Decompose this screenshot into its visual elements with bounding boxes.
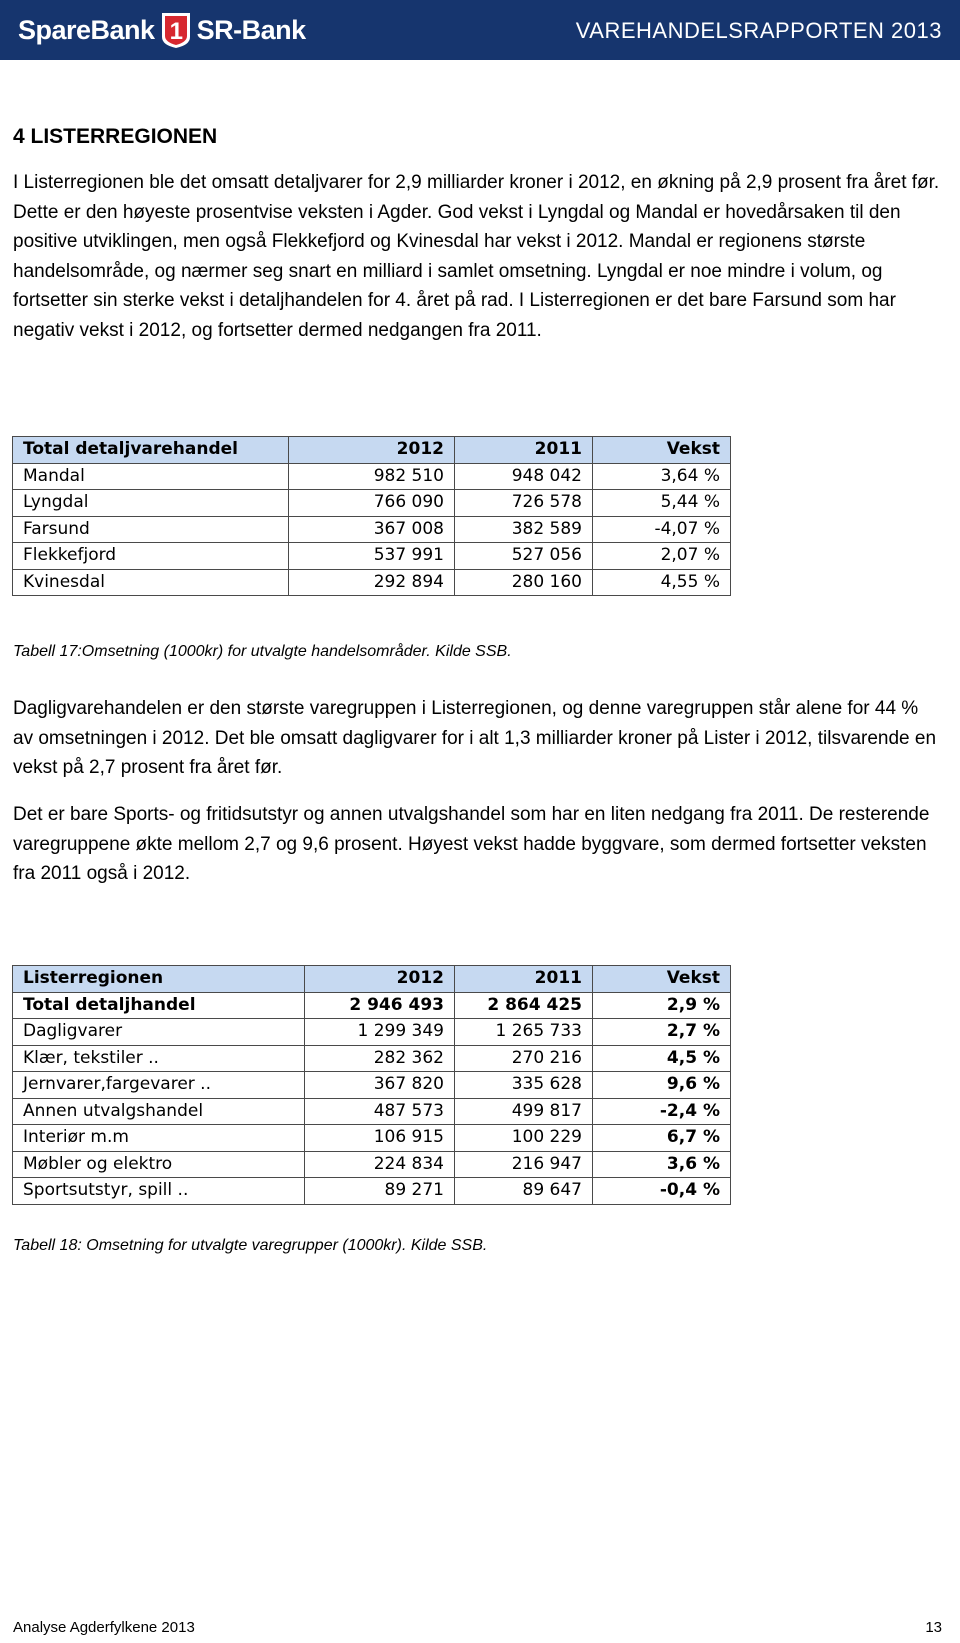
table-cell: 499 817 bbox=[455, 1098, 593, 1125]
table-cell: 487 573 bbox=[305, 1098, 455, 1125]
table-header-cell: Vekst bbox=[593, 966, 731, 993]
table-row bbox=[13, 1072, 731, 1099]
table-cell: 4,5 % bbox=[593, 1045, 731, 1072]
table-cell: 948 042 bbox=[455, 463, 593, 490]
table-cell: Dagligvarer bbox=[13, 1019, 305, 1046]
logo-text-right: SR-Bank bbox=[196, 14, 306, 45]
table-cell: Annen utvalgshandel bbox=[13, 1098, 305, 1125]
table-row bbox=[13, 1098, 731, 1125]
table-cell: 2,9 % bbox=[593, 992, 731, 1019]
table-cell: 2 946 493 bbox=[305, 992, 455, 1019]
table-caption: Tabell 18: Omsetning for utvalgte varegrupper (1000kr). Kilde SSB. bbox=[13, 1237, 488, 1254]
table-row bbox=[13, 1178, 731, 1205]
table-cell: 224 834 bbox=[305, 1151, 455, 1178]
table-row bbox=[13, 1019, 731, 1046]
intro-paragraph: I Listerregionen ble det omsatt detaljvarer for 2,9 milliarder kroner i 2012, en økning på 2,9 prosent fra året før. Dette er den høyeste prosentvise veksten i Agder. God vekst i Lyngdal og Mandal er hovedårsaken til den positive utviklingen, men også Flekkefjord og Kvinesdal har vekst i 2012. Mandal er regionens største handelsområde, og nærmer seg snart en milliard i samlet omsetning. Lyngdal er noe mindre i volum, og fortsetter sin sterke vekst i detaljhandelen for 4. året på rad. I Listerregionen er det bare Farsund som har negativ vekst i 2012, og fortsetter dermed nedgangen fra 2011. bbox=[13, 172, 940, 341]
logo-text-left: SpareBank bbox=[18, 14, 155, 45]
table-cell: 282 362 bbox=[305, 1045, 455, 1072]
table-header-cell: 2012 bbox=[305, 966, 455, 993]
table-cell: 89 271 bbox=[305, 1178, 455, 1205]
table-cell: -0,4 % bbox=[593, 1178, 731, 1205]
table-cell: 3,64 % bbox=[593, 463, 731, 490]
table-cell: 537 991 bbox=[289, 543, 455, 570]
table-cell: Mandal bbox=[13, 463, 289, 490]
table-header-cell: Total detaljvarehandel bbox=[13, 437, 289, 464]
table-cell: 982 510 bbox=[289, 463, 455, 490]
table-row bbox=[13, 1045, 731, 1072]
table-header-cell: 2011 bbox=[455, 437, 593, 464]
table-cell: 766 090 bbox=[289, 490, 455, 517]
report-title: VAREHANDELSRAPPORTEN 2013 bbox=[575, 18, 942, 43]
table-cell: Møbler og elektro bbox=[13, 1151, 305, 1178]
table-cell: 1 265 733 bbox=[455, 1019, 593, 1046]
table-cell: Klær, tekstiler .. bbox=[13, 1045, 305, 1072]
table-cell: 2,07 % bbox=[593, 543, 731, 570]
table-header-row bbox=[13, 966, 731, 993]
table-cell: Kvinesdal bbox=[13, 569, 289, 596]
table-row-total bbox=[13, 992, 731, 1019]
table-row bbox=[13, 490, 731, 517]
table-cell: Sportsutstyr, spill .. bbox=[13, 1178, 305, 1205]
table-cell: 89 647 bbox=[455, 1178, 593, 1205]
footer-text: Analyse Agderfylkene 2013 bbox=[13, 1619, 195, 1636]
growth-paragraph: Det er bare Sports- og fritidsutstyr og annen utvalgshandel som har en liten nedgang fra 2011. De resterende varegruppene økte mellom 2,7 og 9,6 prosent. Høyest vekst hadde byggvare, som dermed fortsetter veksten fra 2011 også i 2012. bbox=[13, 804, 930, 884]
product-groups-table bbox=[12, 965, 731, 1205]
table-cell: 2,7 % bbox=[593, 1019, 731, 1046]
table-cell: 5,44 % bbox=[593, 490, 731, 517]
page-number: 13 bbox=[925, 1619, 942, 1636]
table-cell: 367 820 bbox=[305, 1072, 455, 1099]
table-cell: 335 628 bbox=[455, 1072, 593, 1099]
logo-badge-icon bbox=[159, 11, 193, 49]
table-header-cell: Listerregionen bbox=[13, 966, 305, 993]
table-header-cell: 2012 bbox=[289, 437, 455, 464]
table-cell: 4,55 % bbox=[593, 569, 731, 596]
table-header-cell: Vekst bbox=[593, 437, 731, 464]
table-row bbox=[13, 1125, 731, 1152]
table-cell: 106 915 bbox=[305, 1125, 455, 1152]
section-heading: 4 LISTERREGIONEN bbox=[13, 125, 218, 148]
table-row bbox=[13, 463, 731, 490]
table-cell: Lyngdal bbox=[13, 490, 289, 517]
table-cell: 280 160 bbox=[455, 569, 593, 596]
table-cell: 726 578 bbox=[455, 490, 593, 517]
table-cell: 270 216 bbox=[455, 1045, 593, 1072]
table-header-row bbox=[13, 437, 731, 464]
table-cell: 1 299 349 bbox=[305, 1019, 455, 1046]
table-cell: Interiør m.m bbox=[13, 1125, 305, 1152]
table-cell: 382 589 bbox=[455, 516, 593, 543]
table-cell: 292 894 bbox=[289, 569, 455, 596]
table-cell: Flekkefjord bbox=[13, 543, 289, 570]
sparebank-logo bbox=[18, 10, 306, 50]
table-cell: 216 947 bbox=[455, 1151, 593, 1178]
table-cell: 6,7 % bbox=[593, 1125, 731, 1152]
table-cell: 3,6 % bbox=[593, 1151, 731, 1178]
table-row bbox=[13, 516, 731, 543]
table-row bbox=[13, 1151, 731, 1178]
table-header-cell: 2011 bbox=[455, 966, 593, 993]
table-row bbox=[13, 543, 731, 570]
logo-badge-number: 1 bbox=[169, 18, 183, 45]
table-row bbox=[13, 569, 731, 596]
table-cell: Total detaljhandel bbox=[13, 992, 305, 1019]
areas-table bbox=[12, 436, 731, 596]
table-cell: Jernvarer,fargevarer .. bbox=[13, 1072, 305, 1099]
table-cell: -2,4 % bbox=[593, 1098, 731, 1125]
table-cell: 367 008 bbox=[289, 516, 455, 543]
table-cell: 2 864 425 bbox=[455, 992, 593, 1019]
table-cell: Farsund bbox=[13, 516, 289, 543]
table-cell: 9,6 % bbox=[593, 1072, 731, 1099]
header-banner bbox=[0, 0, 960, 60]
table-cell: 527 056 bbox=[455, 543, 593, 570]
table-cell: -4,07 % bbox=[593, 516, 731, 543]
table-cell: 100 229 bbox=[455, 1125, 593, 1152]
table-caption: Tabell 17:Omsetning (1000kr) for utvalgte handelsområder. Kilde SSB. bbox=[13, 643, 512, 660]
groceries-paragraph: Dagligvarehandelen er den største varegruppen i Listerregionen, og denne varegruppen står alene for 44 % av omsetningen i 2012. Det ble omsatt dagligvarer for i alt 1,3 milliarder kroner på Lister i 2012, tilsvarende en vekst på 2,7 prosent fra året før. bbox=[13, 698, 937, 778]
